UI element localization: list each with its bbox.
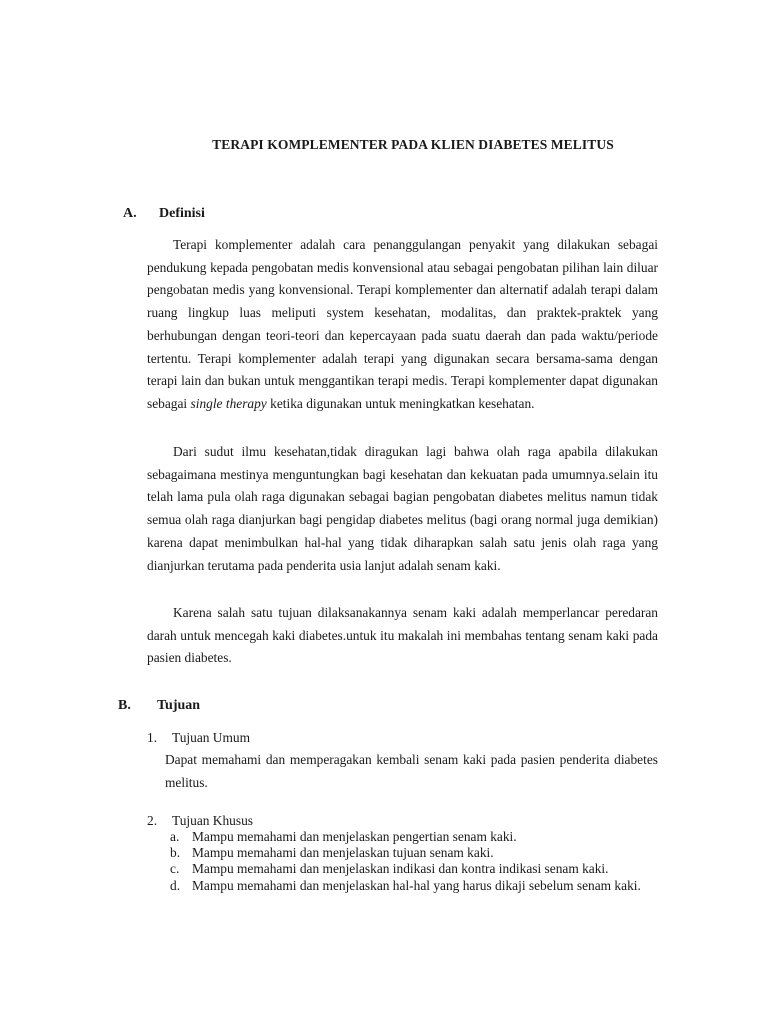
list-item-number: 1. (147, 730, 158, 745)
section-a-number: A. (123, 206, 137, 221)
sub-item-text: Mampu memahami dan menjelaskan indikasi dan kontra indikasi senam kaki. (192, 861, 609, 876)
list-item-label: Tujuan Umum (172, 730, 251, 745)
sub-item-text: Mampu memahami dan menjelaskan pengertian senam kaki. (192, 829, 517, 844)
document-title: TERAPI KOMPLEMENTER PADA KLIEN DIABETES MELITUS (212, 137, 614, 152)
definition-paragraph-3: Karena salah satu tujuan dilaksanakannya senam kaki adalah memperlancar peredaran darah untuk mencegah kaki diabetes.untuk itu makalah ini membahas tentang senam kaki pada pasien diabetes. (147, 605, 658, 666)
sub-item-text: Mampu memahami dan menjelaskan tujuan senam kaki. (192, 845, 494, 860)
sub-item-text: Mampu memahami dan menjelaskan hal-hal yang harus dikaji sebelum senam kaki. (192, 878, 641, 893)
section-b-number: B. (118, 698, 131, 713)
tujuan-umum-text: Dapat memahami dan memperagakan kembali senam kaki pada pasien penderita diabetes melitus. (165, 752, 658, 790)
sub-item-d (170, 875, 658, 897)
definition-paragraph-1-text-a: Terapi komplementer adalah cara penanggulangan penyakit yang dilakukan sebagai pendukung kepada pengobatan medis konvensional atau sebagai pengobatan pilihan lain diluar pengobatan medis yang konvensional. Terapi komplementer dan alternatif adalah terapi dalam ruang lingkup luas meliputi system kesehatan, modalitas, dan praktek-praktek yang berhubungan dengan teori-teori dan kepercayaan pada suatu daerah dan pada waktu/periode tertentu. Terapi komplementer adalah terapi yang digunakan secara bersama-sama dengan terapi lain dan bukan untuk menggantikan terapi medis. Terapi komplementer dapat digunakan sebagai (147, 237, 658, 411)
list-item-label: Tujuan Khusus (172, 813, 253, 828)
definition-paragraph-1-text-b: ketika digunakan untuk meningkatkan kesehatan. (270, 395, 535, 411)
sub-item-letter: b. (170, 845, 181, 860)
definition-paragraph-1-italic: single therapy (190, 395, 267, 411)
sub-item-letter: a. (170, 829, 180, 844)
sub-item-letter: c. (170, 861, 180, 876)
sub-item-b (170, 845, 658, 861)
sub-item-a (170, 829, 658, 845)
list-item-number: 2. (147, 813, 158, 828)
definition-paragraph-1 (147, 234, 658, 416)
definition-paragraph-2: Dari sudut ilmu kesehatan,tidak diragukan lagi bahwa olah raga apabila dilakukan sebagaimana mestinya menguntungkan bagi kesehatan dan kekuatan pada umumnya.selain itu telah lama pula olah raga digunakan sebagai bagian pengobatan diabetes melitus namun tidak semua olah raga dianjurkan bagi pengidap diabetes melitus (bagi orang normal juga demikian) karena dapat menimbulkan hal-hal yang tidak diharapkan salah satu jenis olah raga yang dianjurkan terutama pada penderita usia lanjut adalah senam kaki. (147, 444, 658, 573)
section-b-title: Tujuan (157, 698, 201, 713)
section-a-title: Definisi (159, 206, 205, 221)
sub-item-letter: d. (170, 878, 181, 893)
